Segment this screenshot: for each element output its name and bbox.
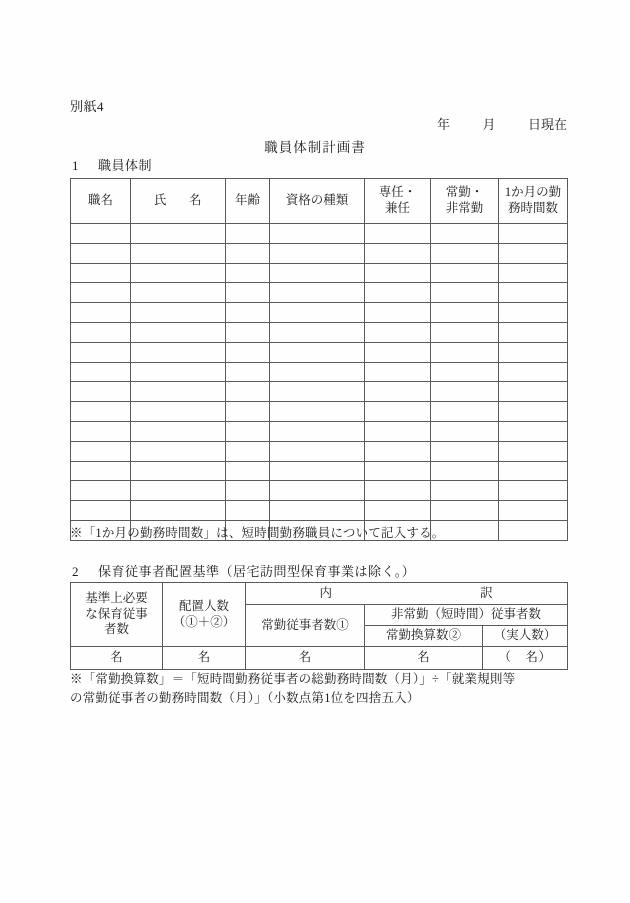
cell-qualification-type[interactable] [270,322,365,342]
cell-full-name[interactable] [131,481,226,501]
date-line [0,114,567,133]
cell-qualification-type[interactable] [270,441,365,461]
regular-staff-header: 常勤従事者数① [246,605,365,647]
cell-full-name[interactable] [131,421,226,441]
cell-job-title[interactable] [71,382,131,402]
table-row [71,342,568,362]
caregiver-staffing-table [70,582,568,670]
date-year-label: 年 [436,117,450,132]
cell-exclusive-or-concurrent[interactable] [365,362,431,382]
cell-qualification-type[interactable] [270,461,365,481]
cell-exclusive-or-concurrent[interactable] [365,283,431,303]
section-1-heading [72,155,152,174]
fte-converted-unit: 名 [417,650,430,665]
table-row [71,224,568,244]
cell-regular-or-part[interactable] [431,263,499,283]
cell-monthly-hours[interactable] [499,283,568,303]
table-row [71,402,568,422]
page-title: 職員体制計画書 [264,140,366,155]
staff-roster-body [71,224,568,541]
column-header-qualification: 資格の種類 [270,179,365,224]
column-header-monthly-hours-line2: 務時間数 [507,201,558,215]
cell-exclusive-or-concurrent[interactable] [365,303,431,323]
cell-age[interactable] [226,481,270,501]
cell-job-title[interactable] [71,501,131,521]
cell-age[interactable] [226,402,270,422]
fte-converted-value[interactable] [365,647,483,670]
table-row [71,481,568,501]
section-2-heading [72,561,415,580]
cell-age[interactable] [226,303,270,323]
cell-job-title[interactable] [71,263,131,283]
table-row [71,501,568,521]
column-header-regular-part [431,179,499,224]
section-1-number: 1 [72,158,79,173]
actual-headcount-value[interactable] [483,647,568,670]
table-header-row [71,179,568,224]
cell-age[interactable] [226,322,270,342]
column-header-exclusive-concurrent [365,179,431,224]
cell-regular-or-part[interactable] [431,342,499,362]
table-row [71,322,568,342]
cell-exclusive-or-concurrent[interactable] [365,481,431,501]
cell-monthly-hours[interactable] [499,481,568,501]
values-row [71,647,568,670]
table-row [71,263,568,283]
cell-regular-or-part[interactable] [431,243,499,263]
cell-age[interactable] [226,342,270,362]
cell-age[interactable] [226,243,270,263]
cell-age[interactable] [226,421,270,441]
date-month-label: 月 [482,117,496,132]
cell-monthly-hours[interactable] [499,461,568,481]
regular-staff-value[interactable] [246,647,365,670]
cell-exclusive-or-concurrent[interactable] [365,382,431,402]
table-row [71,421,568,441]
cell-qualification-type[interactable] [270,263,365,283]
assigned-staff-header-line2: （①＋②） [172,614,236,629]
nonregular-staff-header: 非常勤（短時間）従事者数 [365,605,568,626]
cell-regular-or-part[interactable] [431,501,499,521]
cell-full-name[interactable] [131,263,226,283]
cell-full-name[interactable] [131,342,226,362]
column-header-monthly-hours [499,179,568,224]
cell-exclusive-or-concurrent[interactable] [365,461,431,481]
headcount-paren-open: （ [498,650,512,665]
cell-regular-or-part[interactable] [431,402,499,422]
cell-age[interactable] [226,224,270,244]
actual-headcount-header: （実人数） [483,626,568,647]
cell-regular-or-part[interactable] [431,322,499,342]
cell-monthly-hours[interactable] [499,342,568,362]
cell-monthly-hours[interactable] [499,362,568,382]
table-row [71,303,568,323]
cell-monthly-hours[interactable] [499,263,568,283]
cell-full-name[interactable] [131,441,226,461]
assigned-staff-header-line1: 配置人数 [178,598,229,613]
table-row [71,283,568,303]
cell-full-name[interactable] [131,501,226,521]
cell-monthly-hours[interactable] [499,402,568,422]
cell-full-name[interactable] [131,224,226,244]
table-row [71,243,568,263]
column-header-exclusive-line2: 兼任 [384,201,410,215]
cell-qualification-type[interactable] [270,224,365,244]
cell-regular-or-part[interactable] [431,362,499,382]
cell-regular-or-part[interactable] [431,224,499,244]
cell-job-title[interactable] [71,243,131,263]
cell-age[interactable] [226,461,270,481]
cell-age[interactable] [226,441,270,461]
cell-exclusive-or-concurrent[interactable] [365,224,431,244]
cell-job-title[interactable] [71,224,131,244]
cell-regular-or-part[interactable] [431,461,499,481]
cell-monthly-hours[interactable] [499,421,568,441]
date-day-label: 日現在 [527,117,567,132]
cell-qualification-type[interactable] [270,283,365,303]
cell-job-title[interactable] [71,461,131,481]
required-staff-header [71,583,163,647]
column-header-full-name-part2: 名 [189,193,203,208]
section-1-label: 職員体制 [98,158,153,173]
cell-job-title[interactable] [71,283,131,303]
cell-regular-or-part[interactable] [431,382,499,402]
caregiver-note-line2: の常勤従事者の勤務時間数（月）」（小数点第1位を四捨五入） [70,691,420,706]
cell-exclusive-or-concurrent[interactable] [365,263,431,283]
table-row [71,362,568,382]
breakdown-header-left: 内 [319,585,333,600]
cell-exclusive-or-concurrent[interactable] [365,243,431,263]
cell-job-title[interactable] [71,441,131,461]
cell-qualification-type[interactable] [270,421,365,441]
required-staff-header-line3: 者数 [103,622,129,637]
assigned-staff-header [163,583,246,647]
cell-regular-or-part[interactable] [431,441,499,461]
cell-age[interactable] [226,283,270,303]
required-staff-header-line2: な保育従事 [85,606,148,621]
cell-full-name[interactable] [131,303,226,323]
breakdown-header-right: 訳 [479,585,494,600]
cell-qualification-type[interactable] [270,243,365,263]
column-header-exclusive-line1: 専任・ [378,185,417,200]
cell-age[interactable] [226,362,270,382]
column-header-full-name [131,179,226,224]
cell-job-title[interactable] [71,421,131,441]
cell-qualification-type[interactable] [270,303,365,323]
required-staff-header-line1: 基準上必要 [85,591,148,606]
caregiver-note-line1: ※「常勤換算数」＝「短時間勤務従事者の総勤務時間数（月）」÷「就業規則等 [70,672,516,686]
cell-job-title[interactable] [71,322,131,342]
section-2-number: 2 [72,564,79,579]
cell-full-name[interactable] [131,362,226,382]
table-row [71,441,568,461]
cell-qualification-type[interactable] [270,362,365,382]
cell-monthly-hours[interactable] [499,441,568,461]
fte-converted-header: 常勤換算数② [365,626,483,647]
table-row [71,461,568,481]
cell-job-title[interactable] [71,303,131,323]
form-label: 別紙4 [70,99,105,114]
cell-exclusive-or-concurrent[interactable] [365,322,431,342]
assigned-staff-value[interactable] [163,647,246,670]
column-header-regular-line1: 常勤・ [445,185,484,200]
cell-job-title[interactable] [71,342,131,362]
staff-roster-table [70,178,568,541]
required-staff-unit: 名 [110,650,123,665]
breakdown-label-row [71,583,568,605]
table-row [71,382,568,402]
cell-full-name[interactable] [131,243,226,263]
cell-age[interactable] [226,382,270,402]
regular-staff-unit: 名 [298,650,312,665]
column-header-monthly-hours-line1: 1か月の勤 [504,185,562,200]
staff-table-note: ※「1か月の勤務時間数」は、短時間勤務職員について記入する。 [70,526,445,540]
cell-regular-or-part[interactable] [431,421,499,441]
cell-full-name[interactable] [131,322,226,342]
breakdown-header [246,583,568,605]
cell-qualification-type[interactable] [270,481,365,501]
cell-age[interactable] [226,263,270,283]
cell-monthly-hours[interactable] [499,382,568,402]
cell-full-name[interactable] [131,402,226,422]
column-header-job-title: 職名 [71,179,131,224]
cell-qualification-type[interactable] [270,382,365,402]
cell-exclusive-or-concurrent[interactable] [365,441,431,461]
column-header-age: 年齢 [226,179,270,224]
cell-exclusive-or-concurrent[interactable] [365,342,431,362]
cell-exclusive-or-concurrent[interactable] [365,421,431,441]
caregiver-table-note [70,670,582,709]
cell-monthly-hours[interactable] [499,224,568,244]
cell-exclusive-or-concurrent[interactable] [365,501,431,521]
required-staff-value[interactable] [71,647,163,670]
cell-full-name[interactable] [131,382,226,402]
cell-full-name[interactable] [131,283,226,303]
cell-regular-or-part[interactable] [431,303,499,323]
cell-qualification-type[interactable] [270,402,365,422]
cell-job-title[interactable] [71,402,131,422]
cell-regular-or-part[interactable] [431,481,499,501]
column-header-regular-line2: 非常勤 [445,201,484,215]
cell-qualification-type[interactable] [270,342,365,362]
section-2-label: 保育従事者配置基準（居宅訪問型保育事業は除く。） [98,564,416,579]
cell-regular-or-part[interactable] [431,283,499,303]
cell-monthly-hours[interactable] [499,322,568,342]
cell-job-title[interactable] [71,481,131,501]
cell-monthly-hours[interactable] [499,303,568,323]
cell-age[interactable] [226,501,270,521]
headcount-paren-close: 名） [525,650,552,665]
cell-qualification-type[interactable] [270,501,365,521]
column-header-full-name-part1: 氏 [153,193,167,208]
cell-monthly-hours[interactable] [499,243,568,263]
cell-monthly-hours[interactable] [499,501,568,521]
assigned-staff-unit: 名 [197,650,211,665]
cell-job-title[interactable] [71,362,131,382]
cell-full-name[interactable] [131,461,226,481]
cell-exclusive-or-concurrent[interactable] [365,402,431,422]
